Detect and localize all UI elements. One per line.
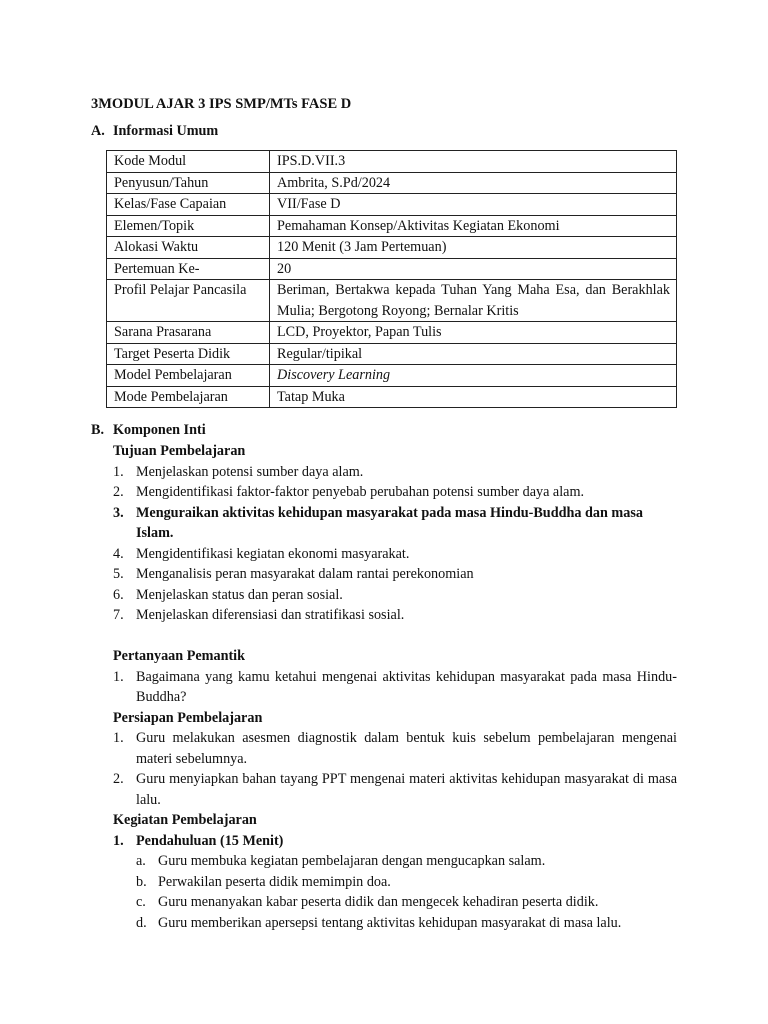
list-text: Guru memberikan apersepsi tentang aktivitas kehidupan masyarakat di masa lalu. <box>158 914 622 931</box>
section-b-letter: B. <box>91 422 105 438</box>
list-text: Menguraikan aktivitas kehidupan masyarakat pada masa Hindu-Buddha dan masa Islam. <box>136 504 643 541</box>
list-text: Menjelaskan status dan peran sosial. <box>136 586 343 603</box>
list-item <box>136 851 677 872</box>
table-cell-label: Profil Pelajar Pancasila <box>107 280 270 322</box>
list-number: 4. <box>113 545 124 562</box>
list-number: 7. <box>113 607 124 623</box>
list-item <box>113 503 677 544</box>
list-text: Guru membuka kegiatan pembelajaran dengan mengucapkan salam. <box>158 853 546 869</box>
list-text: Perwakilan peserta didik memimpin doa. <box>158 873 391 890</box>
table-row <box>107 322 677 344</box>
list-text: Guru melakukan asesmen diagnostik dalam bentuk kuis sebelum pembelajaran mengenai materi sebelumnya. <box>136 730 677 767</box>
table-cell-label: Model Pembelajaran <box>107 365 270 387</box>
table-cell-value: LCD, Proyektor, Papan Tulis <box>270 322 677 344</box>
table-cell-value: 120 Menit (3 Jam Pertemuan) <box>270 237 677 259</box>
section-b-title: Komponen Inti <box>113 422 206 438</box>
list-text: Mengidentifikasi kegiatan ekonomi masyarakat. <box>136 545 410 562</box>
list-number: 6. <box>113 586 124 603</box>
list-item <box>113 585 677 606</box>
list-letter: a. <box>136 853 146 869</box>
table-cell-label: Alokasi Waktu <box>107 237 270 259</box>
table-cell-value: Pemahaman Konsep/Aktivitas Kegiatan Ekonomi <box>270 215 677 237</box>
list-item <box>113 462 677 483</box>
pendahuluan-list <box>113 851 677 933</box>
table-row <box>107 215 677 237</box>
list-number: 2. <box>113 771 124 787</box>
list-number: 1. <box>113 463 124 480</box>
list-item <box>113 831 677 852</box>
table-cell-value: IPS.D.VII.3 <box>270 151 677 173</box>
list-item <box>113 482 677 503</box>
pertanyaan-list <box>113 667 677 708</box>
table-row <box>107 343 677 365</box>
pertanyaan-section <box>113 646 677 933</box>
list-text: Bagaimana yang kamu ketahui mengenai aktivitas kehidupan masyarakat pada masa Hindu-Buddha? <box>136 668 677 705</box>
persiapan-list <box>113 728 677 810</box>
list-number: 5. <box>113 566 124 582</box>
table-row <box>107 258 677 280</box>
kegiatan-heading: Kegiatan Pembelajaran <box>113 812 257 828</box>
list-item <box>113 728 677 769</box>
table-cell-value: Regular/tipikal <box>270 343 677 365</box>
list-text: Pendahuluan (15 Menit) <box>136 832 284 849</box>
list-number: 1. <box>113 730 124 746</box>
table-cell-label: Kelas/Fase Capaian <box>107 194 270 216</box>
table-cell-value: Tatap Muka <box>270 386 677 408</box>
section-b-heading <box>91 420 206 441</box>
list-number: 1. <box>113 832 124 849</box>
list-text: Guru menanyakan kabar peserta didik dan mengecek kehadiran peserta didik. <box>158 894 599 910</box>
table-row <box>107 280 677 322</box>
table-cell-value: VII/Fase D <box>270 194 677 216</box>
table-cell-value: Ambrita, S.Pd/2024 <box>270 172 677 194</box>
section-a-heading <box>91 121 218 142</box>
list-item <box>113 667 677 708</box>
list-number: 2. <box>113 484 124 500</box>
table-row <box>107 237 677 259</box>
list-item <box>136 913 677 934</box>
tujuan-heading: Tujuan Pembelajaran <box>113 443 246 459</box>
list-text: Guru menyiapkan bahan tayang PPT mengenai materi aktivitas kehidupan masyarakat di masa lalu. <box>136 771 677 808</box>
persiapan-heading: Persiapan Pembelajaran <box>113 709 263 726</box>
list-letter: b. <box>136 873 147 890</box>
list-item <box>136 892 677 913</box>
table-row <box>107 365 677 387</box>
table-cell-label: Pertemuan Ke- <box>107 258 270 280</box>
info-table <box>106 150 677 408</box>
list-item <box>113 544 677 565</box>
list-item <box>113 564 677 585</box>
list-text: Menjelaskan diferensiasi dan stratifikasi sosial. <box>136 607 405 623</box>
table-cell-label: Elemen/Topik <box>107 215 270 237</box>
list-letter: c. <box>136 894 146 910</box>
table-cell-label: Target Peserta Didik <box>107 343 270 365</box>
list-item <box>136 872 677 893</box>
table-cell-label: Mode Pembelajaran <box>107 386 270 408</box>
list-text: Mengidentifikasi faktor-faktor penyebab perubahan potensi sumber daya alam. <box>136 484 585 500</box>
table-cell-value: 20 <box>270 258 677 280</box>
list-item <box>113 605 677 626</box>
tujuan-section <box>113 441 677 626</box>
table-cell-value: Beriman, Bertakwa kepada Tuhan Yang Maha Esa, dan Berakhlak Mulia; Bergotong Royong; Bernalar Kritis <box>270 280 677 322</box>
table-row <box>107 151 677 173</box>
table-row <box>107 386 677 408</box>
section-a-title: Informasi Umum <box>113 123 219 139</box>
section-a-letter: A. <box>91 123 105 139</box>
pertanyaan-heading: Pertanyaan Pemantik <box>113 648 246 664</box>
table-cell-value: Discovery Learning <box>270 365 677 387</box>
table-row <box>107 172 677 194</box>
list-text: Menjelaskan potensi sumber daya alam. <box>136 463 364 480</box>
list-number: 1. <box>113 668 124 685</box>
list-number: 3. <box>113 504 124 521</box>
kegiatan-list <box>113 831 677 852</box>
table-row <box>107 194 677 216</box>
list-text: Menganalisis peran masyarakat dalam rantai perekonomian <box>136 566 474 582</box>
table-cell-label: Sarana Prasarana <box>107 322 270 344</box>
tujuan-list <box>113 462 677 626</box>
list-item <box>113 769 677 810</box>
table-cell-label: Kode Modul <box>107 151 270 173</box>
list-letter: d. <box>136 914 147 931</box>
document-title: 3MODUL AJAR 3 IPS SMP/MTs FASE D <box>91 96 352 112</box>
table-cell-label: Penyusun/Tahun <box>107 172 270 194</box>
